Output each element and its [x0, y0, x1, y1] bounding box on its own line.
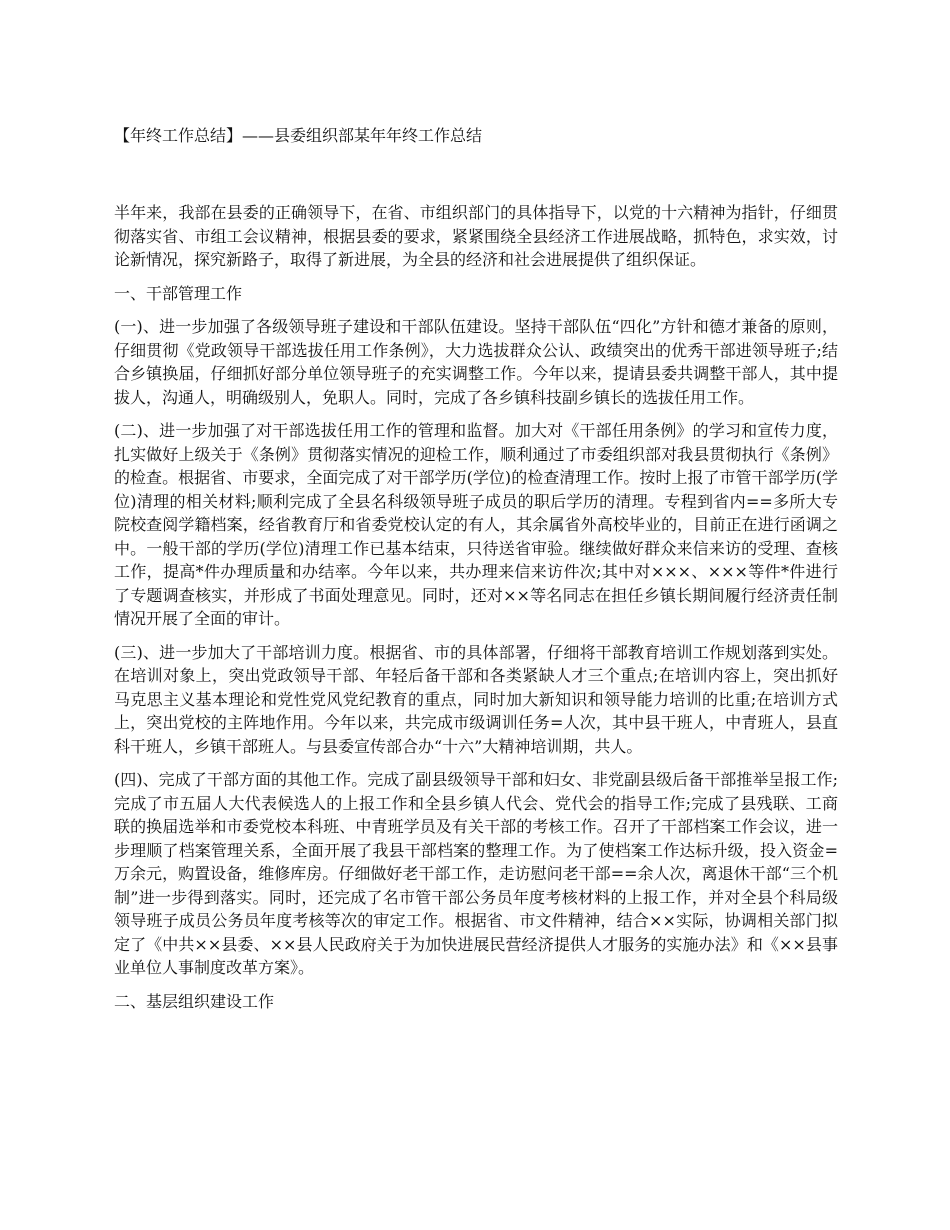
paragraph-item-2: (二)、进一步加强了对干部选拔任用工作的管理和监督。加大对《干部任用条例》的学习和宣传力度，扎实做好上级关于《条例》贯彻落实情况的迎检工作，顺利通过了市委组织部对我县贯彻执行《条例》的检查。根据省、市要求，全面完成了对干部学历(学位)的检查清理工作。按时上报了市管干部学历(学位)清理的相关材料;顺利完成了全县名科级领导班子成员的职后学历的清理。专程到省内==多所大专院校查阅学籍档案，经省教育厅和省委党校认定的有人，其余属省外高校毕业的，目前正在进行函调之中。一般干部的学历(学位)清理工作已基本结束，只待送省审验。继续做好群众来信来访的受理、查核工作，提高*件办理质量和办结率。今年以来，共办理来信来访件次;其中对×××、×××等件*件进行了专题调查核实，并形成了书面处理意见。同时，还对××等名同志在担任乡镇长期间履行经济责任制情况开展了全面的审计。 — [114, 421, 838, 628]
section-heading-cadre-management: 一、干部管理工作 — [114, 283, 243, 303]
paragraph-item-3: (三)、进一步加大了干部培训力度。根据省、市的具体部署，仔细将干部教育培训工作规划落到实处。在培训对象上，突出党政领导干部、年轻后备干部和各类紧缺人才三个重点;在培训内容上，突出抓好马克思主义基本理论和党性党风党纪教育的重点，同时加大新知识和领导能力培训的比重;在培训方式上，突出党校的主阵地作用。今年以来，共完成市级调训任务=人次，其中县干班人，中青班人，县直科干班人，乡镇干部班人。与县委宣传部合办“十六”大精神培训期，共人。 — [114, 642, 838, 756]
paragraph-item-1: (一)、进一步加强了各级领导班子建设和干部队伍建设。坚持干部队伍“四化”方针和德才兼备的原则，仔细贯彻《党政领导干部选拔任用工作条例》，大力选拔群众公认、政绩突出的优秀干部进领导班子;结合乡镇换届，仔细抓好部分单位领导班子的充实调整工作。今年以来，提请县委共调整干部人，其中提拔人，沟通人，明确级别人，免职人。同时，完成了各乡镇科技副乡镇长的选拔任用工作。 — [114, 317, 838, 407]
section-heading-grassroots-organization: 二、基层组织建设工作 — [114, 991, 275, 1011]
paragraph-item-4: (四)、完成了干部方面的其他工作。完成了副县级领导干部和妇女、非党副县级后备干部推举呈报工作;完成了市五届人大代表候选人的上报工作和全县乡镇人代会、党代会的指导工作;完成了县残联、工商联的换届选举和市委党校本科班、中青班学员及有关干部的考核工作。召开了干部档案工作会议，进一步理顺了档案管理关系，全面开展了我县干部档案的整理工作。为了使档案工作达标升级，投入资金=万余元，购置设备，维修库房。仔细做好老干部工作，走访慰问老干部==余人次，离退休干部“三个机制”进一步得到落实。同时，还完成了名市管干部公务员年度考核材料的上报工作，并对全县个科局级领导班子成员公务员年度考核等次的审定工作。根据省、市文件精神，结合××实际，协调相关部门拟定了《中共××县委、××县人民政府关于为加快进展民营经济提供人才服务的实施办法》和《××县事业单位人事制度改革方案》。 — [114, 770, 838, 977]
document-title: 【年终工作总结】——县委组织部某年年终工作总结 — [114, 126, 483, 145]
intro-paragraph: 半年来，我部在县委的正确领导下，在省、市组织部门的具体指导下，以党的十六精神为指针，仔细贯彻落实省、市组工会议精神，根据县委的要求，紧紧围绕全县经济工作进展战略，抓特色，求实效，讨论新情况，探究新路子，取得了新进展，为全县的经济和社会进展提供了组织保证。 — [114, 203, 838, 269]
document-body — [114, 124, 838, 1023]
